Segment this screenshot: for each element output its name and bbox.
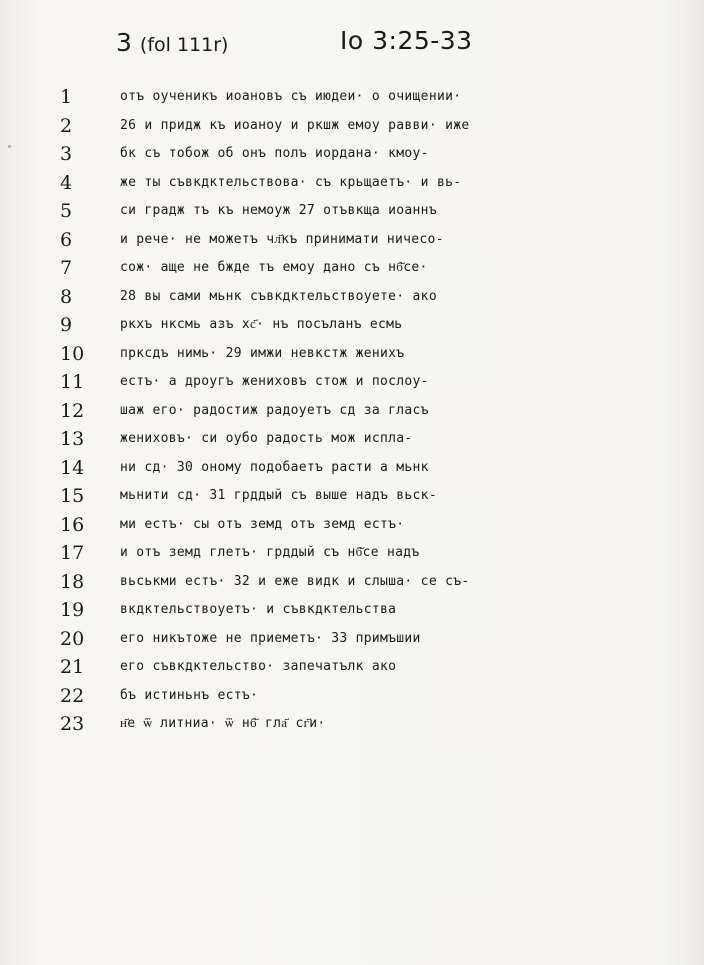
text-line [0,367,704,397]
line-number: 11 [60,371,85,393]
text-line [0,253,704,283]
line-text: бъ истиньнъ естъ· [120,687,259,703]
folio-reference: (fol 111r) [139,34,229,56]
line-text: 26 и придж къ иоаноу и ркшж емоу равви· иже [120,117,470,133]
line-number: 1 [60,86,73,108]
text-line [0,196,704,226]
text-line [0,567,704,597]
line-text: его никътоже не приеметъ· 33 примъшии [120,630,421,646]
line-text: и отъ земд глетъ· грддый съ нб҃се надъ [120,545,420,560]
line-number: 3 [60,143,73,165]
text-line [0,510,704,540]
line-number: 6 [60,228,73,251]
line-number: 9 [60,314,73,336]
text-line [0,681,704,711]
line-text: сож· аще не бжде тъ емоу дано съ нб҃се· [120,260,428,275]
line-text: ми естъ· сы отъ земд отъ земд естъ· [120,516,405,532]
text-line [0,538,704,568]
line-number: 5 [60,200,73,222]
page-header [0,22,704,62]
folio-label [116,28,228,57]
line-text: жениховъ· си оубо радость мож испла- [120,431,413,446]
line-number: 13 [60,428,85,450]
line-text: вкдктельствоуетъ· и съвкдктельства [120,602,397,617]
text-line [0,396,704,426]
line-text: естъ· а дроугъ жениховъ стож и послоу- [120,374,429,389]
line-text: отъ оученикъ иоановъ съ июдеи· о очищении· [120,89,462,104]
text-line [0,481,704,511]
text-line [0,82,704,112]
text-line [0,624,704,654]
line-number: 15 [60,485,85,507]
text-line [0,111,704,141]
line-number: 8 [60,285,73,308]
line-text: шаж его· радостиж радоуетъ сд за гласъ [120,402,429,418]
line-number: 2 [60,114,73,137]
line-number: 4 [60,171,73,194]
line-text: 28 вы сами мьнк съвкдктельствоуете· ако [120,288,437,304]
verse-reference: Io 3:25-33 [340,26,473,55]
line-text: прксдъ нимь· 29 имжи невкстж женихъ [120,345,405,361]
line-number: 20 [60,627,85,650]
line-text: же ты съвкдктельствова· съ крьщаетъ· и вь- [120,174,462,190]
line-number: 18 [60,570,85,593]
text-line [0,453,704,483]
line-number: 14 [60,456,85,479]
line-text: мьнити сд· 31 грддый съ выше надъ вьск- [120,488,437,503]
text-line [0,310,704,340]
line-text: и рече· не можетъ чл҃къ принимати ничесо- [120,231,444,247]
line-text: н҃е ѿ литниа· ѿ нб҃ гла҃ сг҃и· [120,716,326,731]
text-line [0,339,704,369]
line-number: 17 [60,542,85,564]
line-number: 19 [60,599,85,621]
text-line [0,595,704,625]
line-number: 23 [60,713,85,735]
line-number: 21 [60,656,85,678]
line-number: 12 [60,399,85,422]
line-text: си градж тъ къ немоуж 27 отъвкща иоаннъ [120,203,437,218]
text-line [0,168,704,198]
text-line [0,709,704,739]
line-number: 22 [60,684,85,707]
line-number: 10 [60,342,85,365]
text-line [0,652,704,682]
line-text: ркхъ нксмь азъ хс҃· нъ посъланъ есмь [120,317,403,332]
line-text: ни сд· 30 оному подобаетъ расти а мьнк [120,459,429,475]
text-line [0,225,704,255]
line-text: его съвкдктельство· запечатълк ако [120,659,397,674]
text-line [0,282,704,312]
section-number: 3 [116,28,132,57]
line-number: 7 [60,257,73,279]
text-line [0,139,704,169]
text-line [0,424,704,454]
line-text: вьськми естъ· 32 и еже видк и слыша· се съ- [120,573,470,589]
line-number: 16 [60,513,85,536]
line-text: бк съ тобож об онъ полъ иордана· кмоу- [120,146,429,161]
